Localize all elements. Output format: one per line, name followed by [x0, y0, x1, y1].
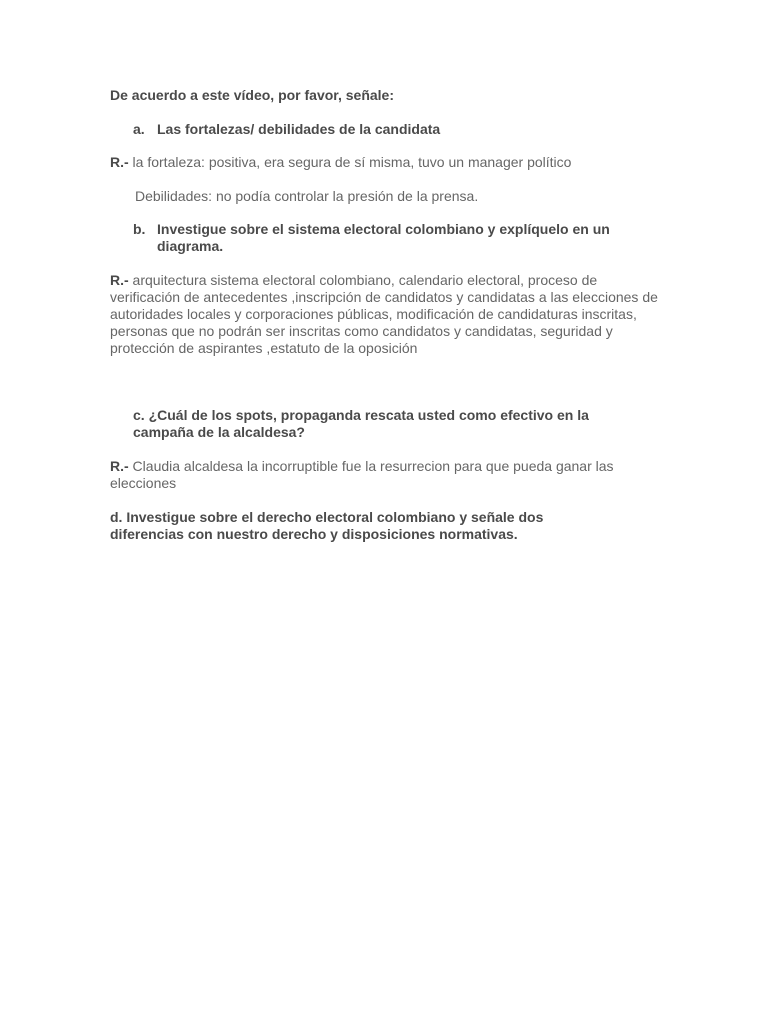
answer-a-text: la fortaleza: positiva, era segura de sí misma, tuvo un manager político	[128, 154, 572, 170]
list-item-b	[133, 221, 663, 255]
list-item-d: d. Investigue sobre el derecho electoral colombiano y señale dos diferencias con nuestro derecho y disposiciones normativas.	[110, 509, 544, 542]
list-marker-a: a.	[133, 121, 145, 137]
answer-label: R.-	[110, 272, 129, 288]
list-item-a	[133, 121, 653, 138]
answer-b	[110, 272, 660, 357]
list-marker-b: b.	[133, 221, 146, 237]
answer-c	[110, 458, 650, 492]
answer-label: R.-	[110, 458, 129, 474]
list-text-a: Las fortalezas/ debilidades de la candidata	[157, 121, 441, 137]
answer-label: R.-	[110, 154, 129, 170]
list-item-c: c. ¿Cuál de los spots, propaganda rescata usted como efectivo en la campaña de la alcaldesa?	[133, 407, 589, 440]
weaknesses-text: Debilidades: no podía controlar la presión de la prensa.	[135, 188, 479, 204]
document-heading: De acuerdo a este vídeo, por favor, señale:	[110, 87, 394, 103]
answer-a	[110, 154, 670, 171]
answer-c-text: Claudia alcaldesa la incorruptible fue la resurrecion para que pueda ganar las elecciones	[110, 458, 614, 491]
answer-b-text: arquitectura sistema electoral colombiano, calendario electoral, proceso de verificación de antecedentes ,inscripción de candidatos y candidatas a las elecciones de autoridades locales y corporaciones públicas, modificación de candidaturas inscritas, personas que no podrán ser inscritas como candidatos y candidatas, seguridad y protección de aspirantes ,estatuto de la oposición	[110, 272, 658, 356]
list-text-b: Investigue sobre el sistema electoral colombiano y explíquelo en un diagrama.	[157, 221, 610, 254]
